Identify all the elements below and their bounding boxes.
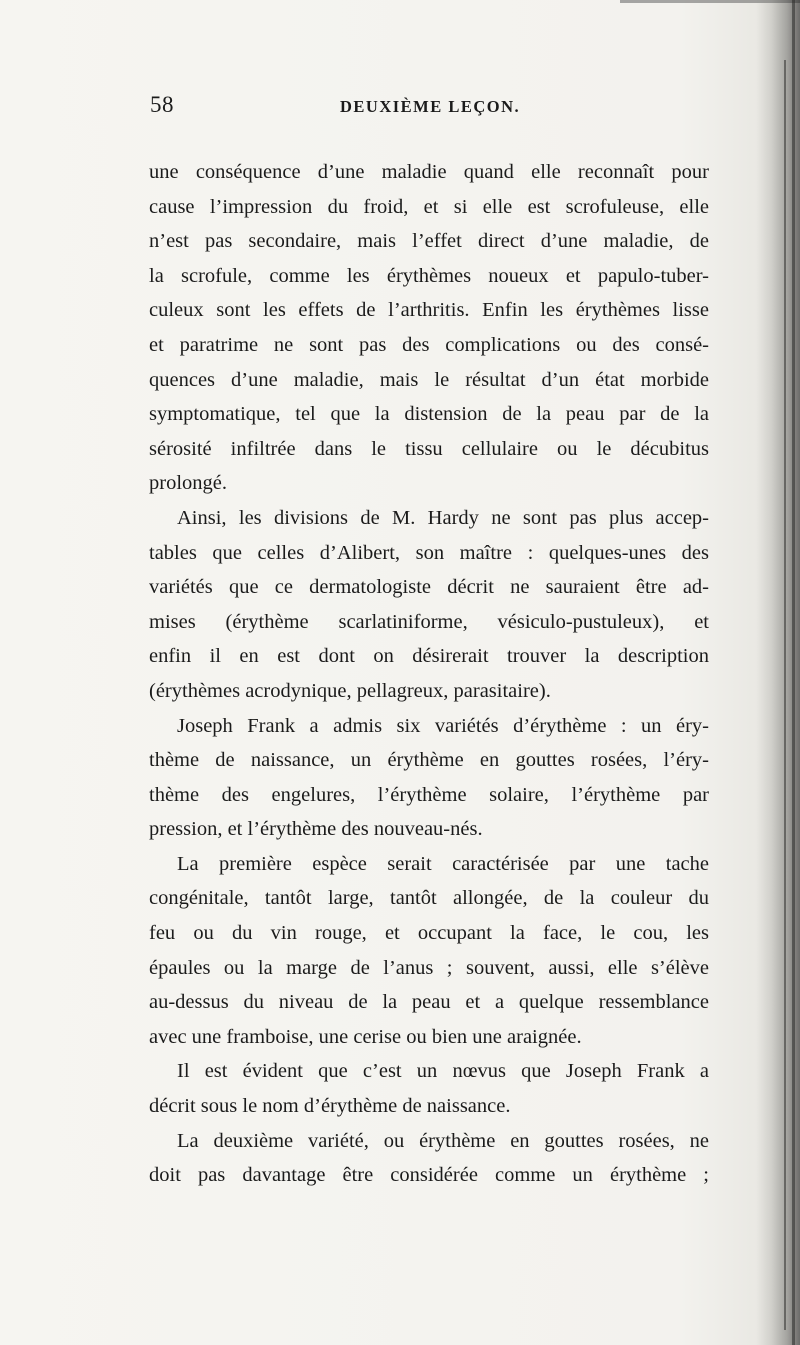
text-line: au-dessus du niveau de la peau et a quelque ressemblance (149, 991, 709, 1014)
text-line: La première espèce serait caractérisée par une tache (177, 852, 709, 875)
body-text (149, 155, 709, 1193)
text-line: Il est évident que c’est un nœvus que Joseph Frank a (177, 1060, 709, 1083)
text-line: n’est pas secondaire, mais l’effet direct d’une maladie, de (149, 230, 709, 253)
text-line: thème de naissance, un érythème en gouttes rosées, l’éry- (149, 749, 709, 772)
text-line: une conséquence d’une maladie quand elle reconnaît pour (149, 161, 709, 183)
text-line: symptomatique, tel que la distension de la peau par de la (149, 403, 709, 426)
text-line: culeux sont les effets de l’arthritis. Enfin les érythèmes lisse (149, 299, 709, 322)
text-line: la scrofule, comme les érythèmes noueux et papulo-tuber- (149, 264, 709, 287)
text-line: épaules ou la marge de l’anus ; souvent, aussi, elle s’élève (149, 956, 709, 979)
text-line: prolongé. (149, 472, 227, 495)
text-line: congénitale, tantôt large, tantôt allongée, de la couleur du (149, 887, 709, 910)
text-line: La deuxième variété, ou érythème en gouttes rosées, ne (177, 1129, 709, 1152)
text-line: avec une framboise, une cerise ou bien une araignée. (149, 1025, 582, 1048)
running-head: DEUXIÈME LEÇON. (340, 97, 521, 116)
text-line: tables que celles d’Alibert, son maître : quelques-unes des (149, 541, 709, 564)
text-line: enfin il en est dont on désirerait trouver la description (149, 645, 709, 668)
text-line: cause l’impression du froid, et si elle est scrofuleuse, elle (149, 195, 709, 218)
scan-edge-line (792, 0, 795, 1345)
text-line: décrit sous le nom d’érythème de naissance. (149, 1095, 511, 1118)
text-line: thème des engelures, l’érythème solaire, l’érythème par (149, 783, 709, 806)
text-line: et paratrime ne sont pas des complications ou des consé- (149, 333, 709, 356)
text-line: variétés que ce dermatologiste décrit ne sauraient être ad- (149, 576, 709, 599)
scan-edge-line (784, 60, 786, 1330)
page-header (150, 92, 710, 132)
page-number: 58 (150, 92, 174, 117)
text-line: sérosité infiltrée dans le tissu cellulaire ou le décubitus (149, 437, 709, 460)
text-line: mises (érythème scarlatiniforme, vésiculo-pustuleux), et (149, 610, 709, 633)
text-line: (érythèmes acrodynique, pellagreux, parasitaire). (149, 679, 551, 702)
text-line: Ainsi, les divisions de M. Hardy ne sont pas plus accep- (177, 506, 709, 529)
text-line: feu ou du vin rouge, et occupant la face, le cou, les (149, 922, 709, 945)
text-line: quences d’une maladie, mais le résultat d’un état morbide (149, 368, 709, 391)
text-line: pression, et l’érythème des nouveau-nés. (149, 818, 483, 841)
text-line: doit pas davantage être considérée comme un érythème ; (149, 1164, 709, 1187)
text-line: Joseph Frank a admis six variétés d’érythème : un éry- (177, 714, 709, 737)
